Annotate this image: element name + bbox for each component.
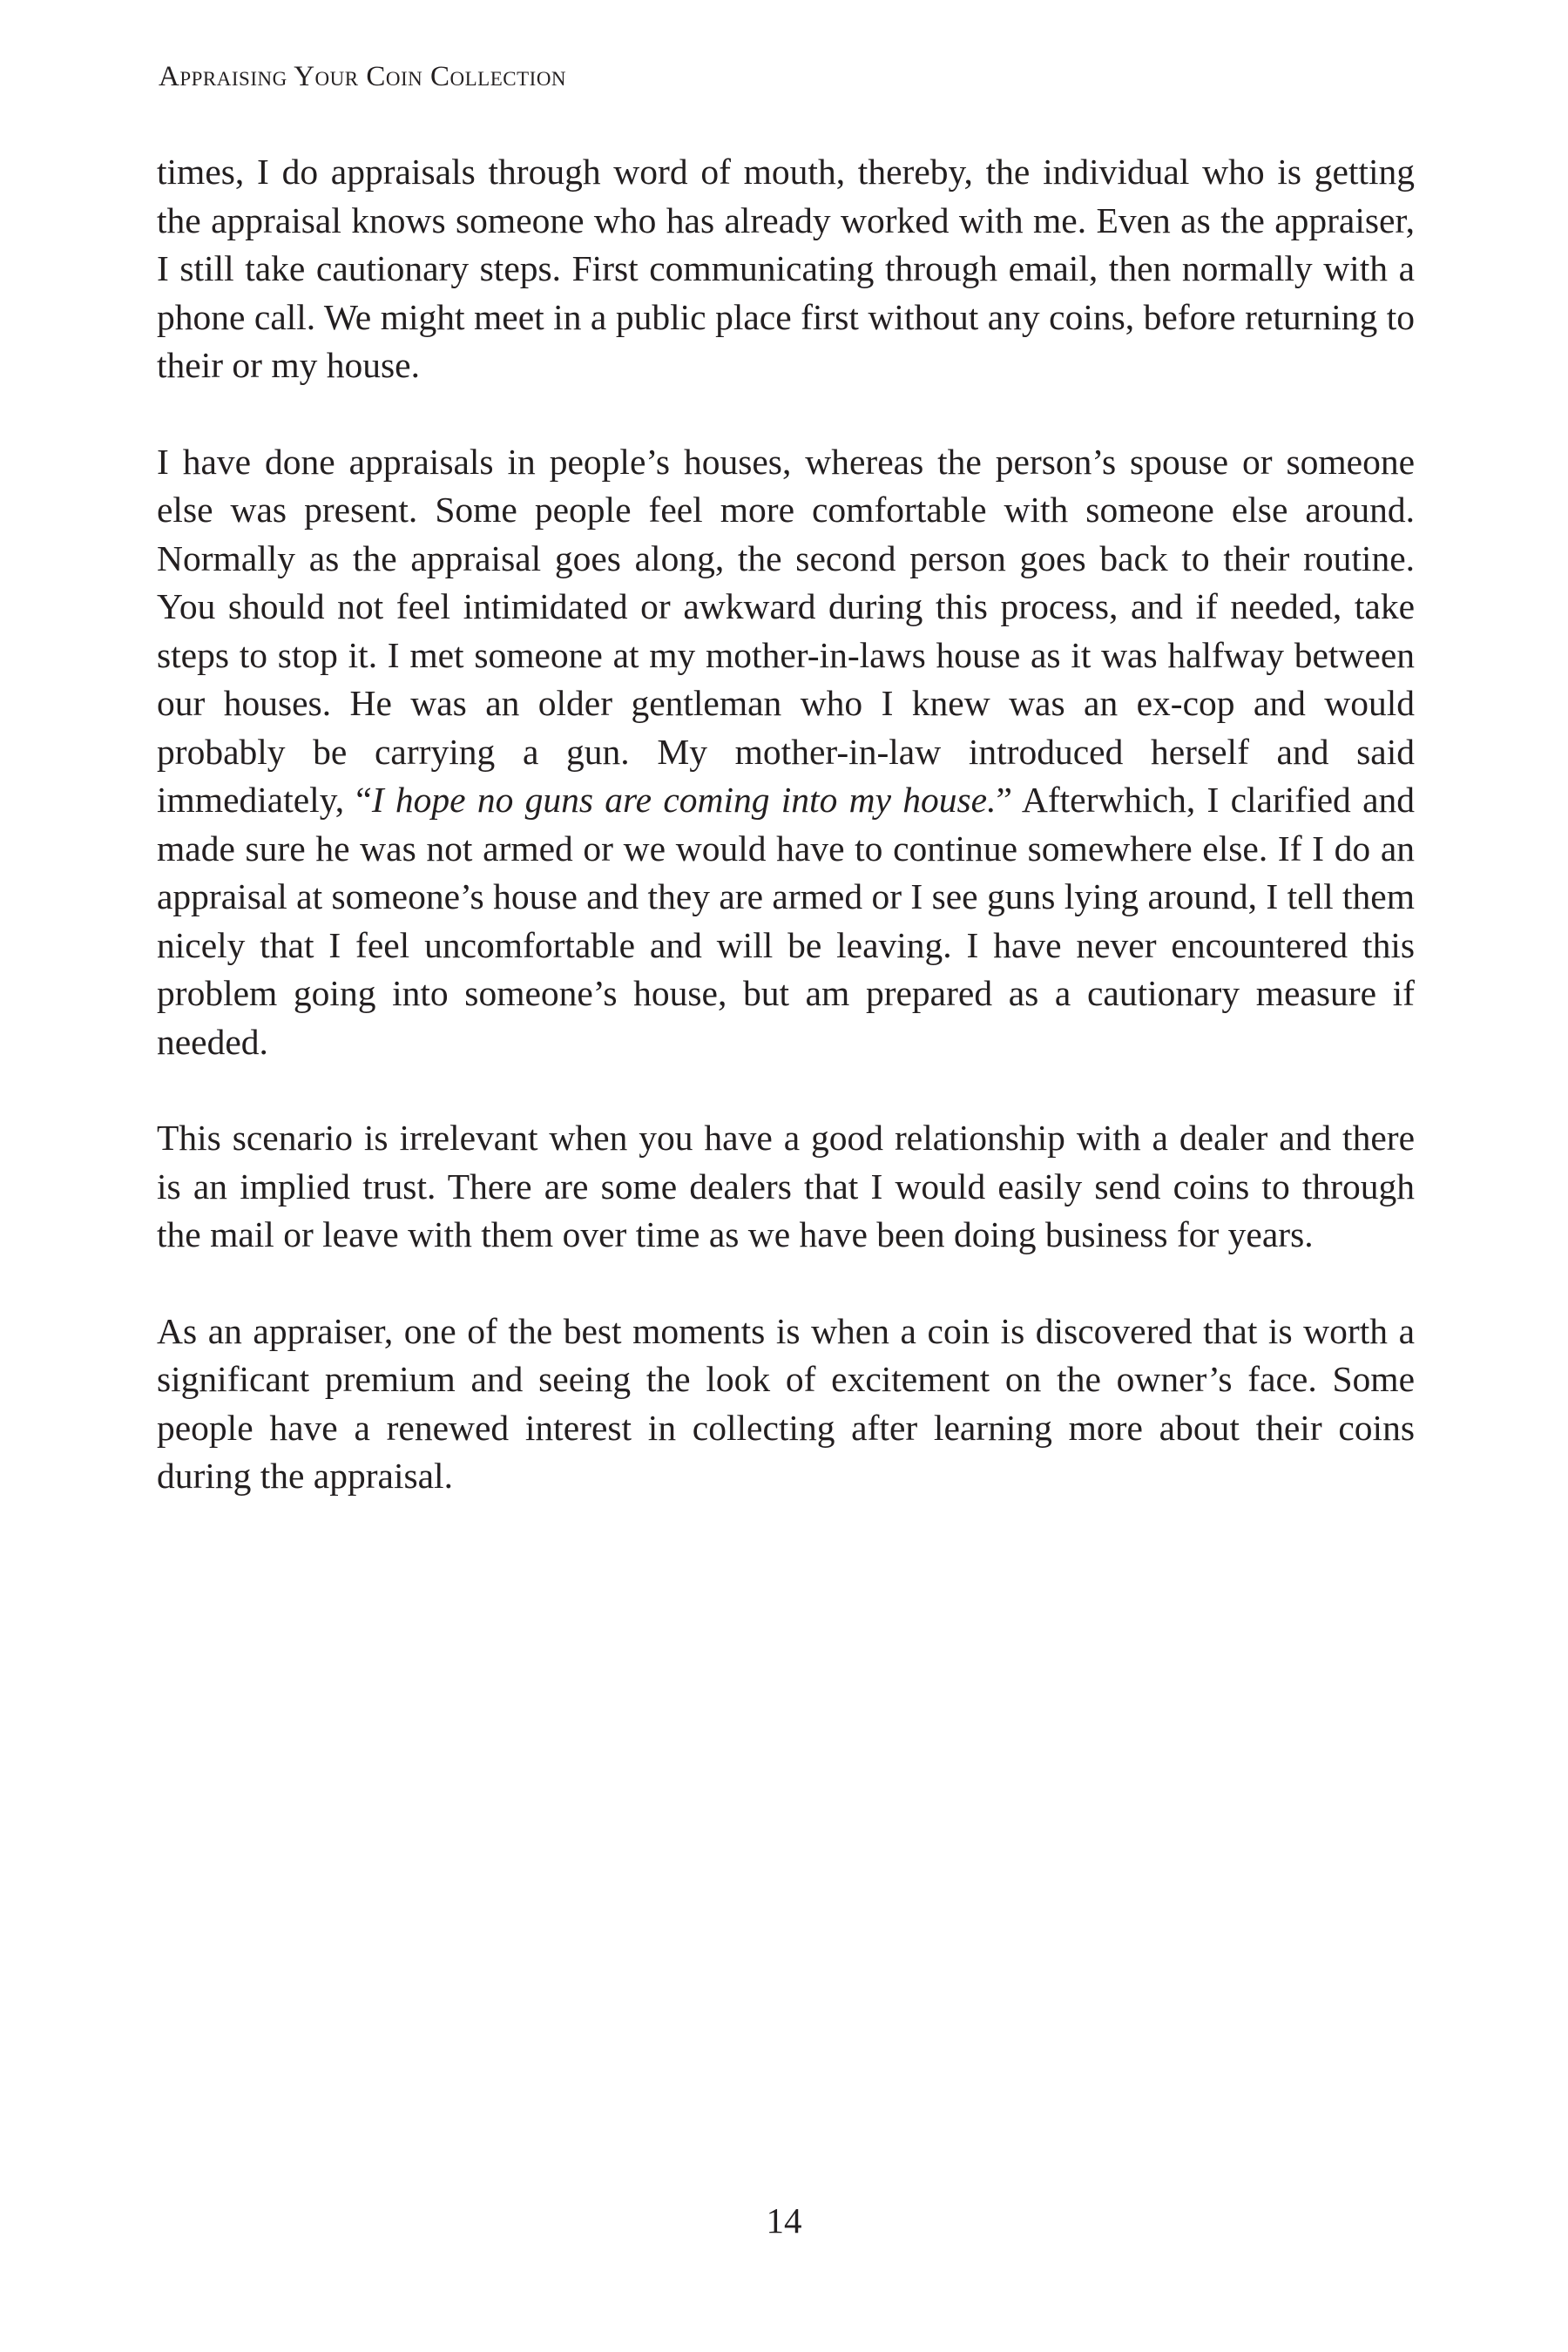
italic-quote: I hope no guns are coming into my house. — [371, 780, 997, 820]
running-header-title: Appraising Your Coin Collection — [159, 61, 567, 92]
paragraph-4: As an appraiser, one of the best moments is when a coin is discovered that is worth a significant premium and seeing the look of excitement on the owner’s face. Some people have a renewed interest in collecting after learning more about their coins during the appraisal. — [157, 1310, 1415, 1496]
paragraph-1: times, I do appraisals through word of mouth, thereby, the individual who is getting the appraisal knows someone who has already worked with me. Even as the appraiser, I still take cautionary steps. First communicating through email, then normally with a phone call. We might meet in a public place first without any coins, before returning to their or my house. — [157, 152, 1415, 385]
paragraph-3: This scenario is irrelevant when you have a good relationship with a dealer and there is an implied trust. There are some dealers that I would easily send coins to through the mail or leave with them over time as we have been doing business for years. — [157, 1118, 1415, 1254]
paragraph-2-text-after-quote: ” Afterwhich, I clarified and made sure he was not armed or we would have to continue somewhere else. If I do an appraisal at someone’s house and they are armed or I see guns lying around, I tell them nicely that I feel uncomfortable and will be leaving. I have never encountered this problem going into someone’s house, but am prepared as a cautionary measure if needed. — [157, 780, 1415, 1062]
page-number: 14 — [766, 2200, 802, 2240]
paragraph-2-text-before-quote: I have done appraisals in people’s houses, whereas the person’s spouse or someone else was present. Some people feel more comfortable with someone else around. Normally as the appraisal goes along, the second person goes back to their routine. You should not feel intimidated or awkward during this process, and if needed, take steps to stop it. I met someone at my mother-in-laws house as it was halfway between our houses. He was an older gentleman who I knew was an ex-cop and would probably be carrying a gun. My mother-in-law introduced herself and said immediately, “ — [157, 441, 1415, 820]
body-text — [157, 148, 1415, 1549]
paragraph-2 — [157, 438, 1415, 1067]
